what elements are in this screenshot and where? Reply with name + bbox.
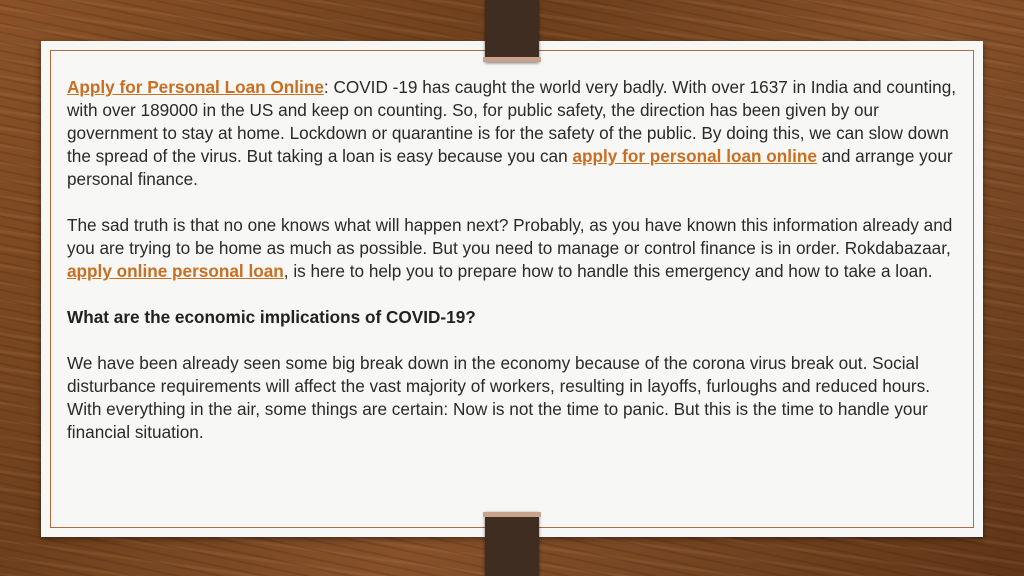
paragraph-sad-truth xyxy=(67,214,957,283)
paragraph-sad-truth-text-1: The sad truth is that no one knows what will happen next? Probably, as you have known this information already and you are trying to be home as much as possible. But you need to manage or control finance is in order. Rokdabazaar, xyxy=(67,215,953,258)
apply-for-personal-loan-online-link[interactable]: Apply for Personal Loan Online xyxy=(67,77,324,97)
top-binder-clip xyxy=(485,0,539,62)
section-heading: What are the economic implications of COVID-19? xyxy=(67,307,476,327)
paragraph-intro-text-2: and arrange your personal finance. xyxy=(67,146,953,189)
apply-for-personal-loan-online-link-2[interactable]: apply for personal loan online xyxy=(572,146,817,166)
paragraph-sad-truth-text-2: , is here to help you to prepare how to handle this emergency and how to take a loan. xyxy=(283,261,933,281)
paragraph-intro-text-1: : COVID -19 has caught the world very badly. With over 1637 in India and counting, with over 189000 in the US and keep on counting. So, for public safety, the direction has been given by our government to stay at home. Lockdown or quarantine is for the safety of the public. By doing this, we can slow down the spread of the virus. But taking a loan is easy because you can xyxy=(67,77,957,166)
bottom-binder-clip xyxy=(485,512,539,576)
paragraph-economy: We have been already seen some big break down in the economy because of the corona virus break out. Social disturbance requirements will affect the vast majority of workers, resulting in layoffs, furloughs and reduced hours. With everything in the air, some things are certain: Now is not the time to panic. But this is the time to handle your financial situation. xyxy=(67,353,930,442)
article-body xyxy=(67,76,957,467)
apply-online-personal-loan-link[interactable]: apply online personal loan xyxy=(67,261,284,281)
paragraph-intro xyxy=(67,76,957,191)
